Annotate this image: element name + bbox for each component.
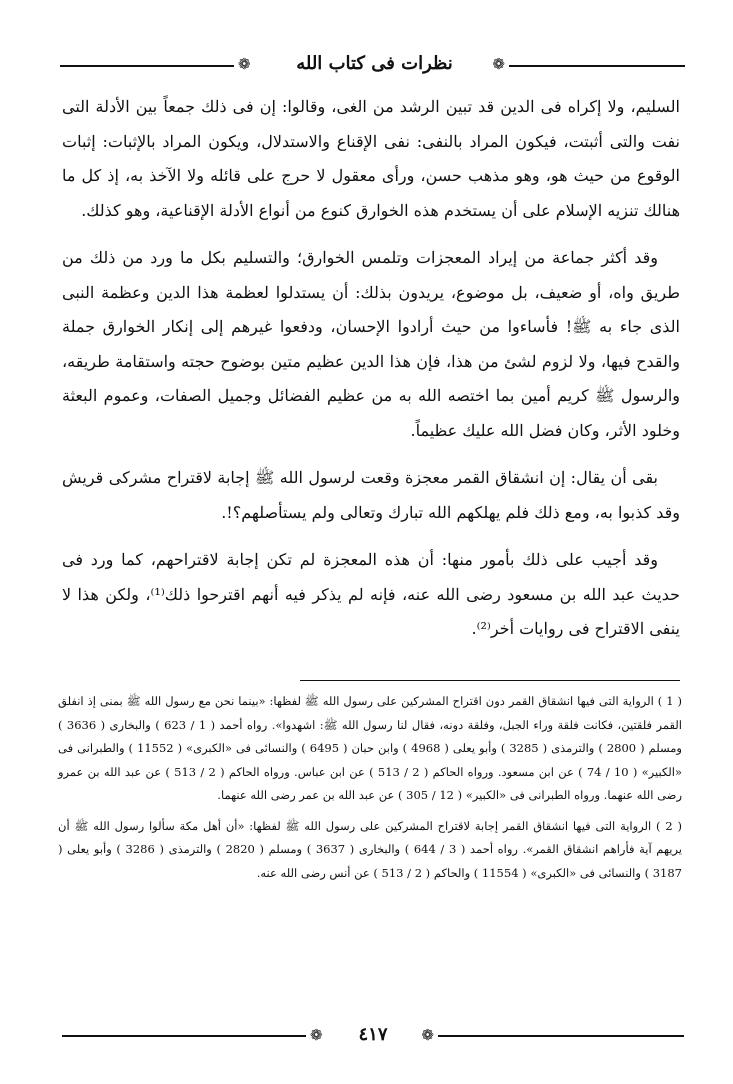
header-rule-left — [60, 65, 234, 67]
footer-rule-left — [62, 1035, 306, 1037]
footnote: ( 2 ) الرواية التى فيها انشقاق القمر إجابة لاقتراح المشركين على رسول الله ﷺ لفظها: «أن أهل مكة سألوا رسول الله ﷺ أن يريهم آية فأراهم انشقاق القمر». رواه أحمد ( 3 / 644 ) والبخارى ( 3637 ) ومسلم ( 2820 ) والترمذى ( 3286 ) وأبو يعلى ( 3187 ) والنسائى فى «الكبرى» ( 11554 ) والحاكم ( 2 / 513 ) عن أنس رضى الله عنه. — [58, 818, 682, 880]
header-rule-right — [509, 65, 685, 67]
running-header — [60, 50, 685, 80]
footnote: ( 1 ) الرواية التى فيها انشقاق القمر دون اقتراح المشركين على رسول الله ﷺ لفظها: «بينما نحن مع رسول الله ﷺ بمنى إذ انفلق القمر فلقتين، فكانت فلقة وراء الجبل، وفلقة دونه، فقال لنا رسول الله ﷺ: اشهدوا». رواه أحمد ( 1 / 623 ) والبخارى ( 3636 ) ومسلم ( 2800 ) والترمذى ( 3285 ) وأبو يعلى ( 4968 ) وابن حبان ( 6495 ) والنسائى فى «الكبرى» ( 11552 ) والطبرانى فى «الكبير» ( 10 / 74 ) عن ابن مسعود. ورواه الحاكم ( 2 / 513 ) عن ابن عباس. ورواه الحاكم ( 2 / 513 ) عن عبد الله بن عمرو رضى الله عنهما. ورواه الطبرانى فى «الكبير» ( 12 / 305 ) عن عبد الله بن عمر رضى الله عنهما. — [58, 694, 682, 802]
paragraph: بقى أن يقال: إن انشقاق القمر معجزة وقعت لرسول الله ﷺ إجابة لاقتراح مشركى قريش وقد كذبوا به، ومع ذلك فلم يهلكهم الله تبارك وتعالى ولم يستأصلهم؟!. — [62, 468, 680, 522]
ornament-icon: ❁ — [310, 1026, 323, 1044]
ornament-icon: ❁ — [238, 55, 251, 73]
ornament-icon: ❁ — [421, 1026, 434, 1044]
paragraph: وقد أجيب على ذلك بأمور منها: أن هذه المعجزة لم تكن إجابة لاقتراحهم، كما ورد فى حديث عبد الله بن مسعود رضى الله عنه، فإنه لم يذكر فيه أنهم اقترحوا ذلك⁽¹⁾، ولكن هذا لا ينفى الاقتراح فى روايات أخر⁽²⁾. — [62, 550, 680, 638]
footnotes — [58, 690, 682, 892]
running-title: نظرات فى كتاب الله — [296, 53, 453, 74]
paragraph: وقد أكثر جماعة من إيراد المعجزات وتلمس الخوارق؛ والتسليم بكل ما ورد من ذلك من طريق واه، أو ضعيف، بل موضوع، يريدون بذلك: أن يستدلوا لعظمة هذا الدين وعظمة النبى الذى جاء به ﷺ! فأساءوا من حيث أرادوا الإحسان، ودفعوا غيرهم إلى إنكار الخوارق جملة والقدح فيها، ولا لزوم لشئ من هذا، فإن هذا الدين عظيم متين بوضوح حجته واستقامة طريقه، والرسول ﷺ كريم أمين بما اختصه الله به من عظيم الفضائل وجميل الصفات، وعموم البعثة وخلود الأثر، وكان فضل الله عليك عظيماً. — [62, 248, 681, 440]
paragraph: السليم، ولا إكراه فى الدين قد تبين الرشد من الغى، وقالوا: إن فى ذلك جمعاً بين الأدلة التى نفت والتى أثبتت، فيكون المراد بالنفى: نفى الإقناع والاستدلال، ويكون المراد بالإثبات: إثبات الوقوع من حيث هو، وهو مذهب حسن، ورأى معقول لا حرج على قائله ولا الآخذ به، إذ كل ما هنالك تنزيه الإسلام على أن يستخدم هذه الخوارق كنوع من أنواع الأدلة الإقناعية، وهو كذلك. — [62, 97, 680, 220]
ornament-icon: ❁ — [492, 55, 505, 73]
footer-rule-right — [438, 1035, 684, 1037]
page-footer — [62, 1022, 684, 1052]
footnote-separator — [300, 680, 680, 681]
main-text — [62, 90, 680, 660]
page-number: ٤١٧ — [358, 1024, 388, 1045]
